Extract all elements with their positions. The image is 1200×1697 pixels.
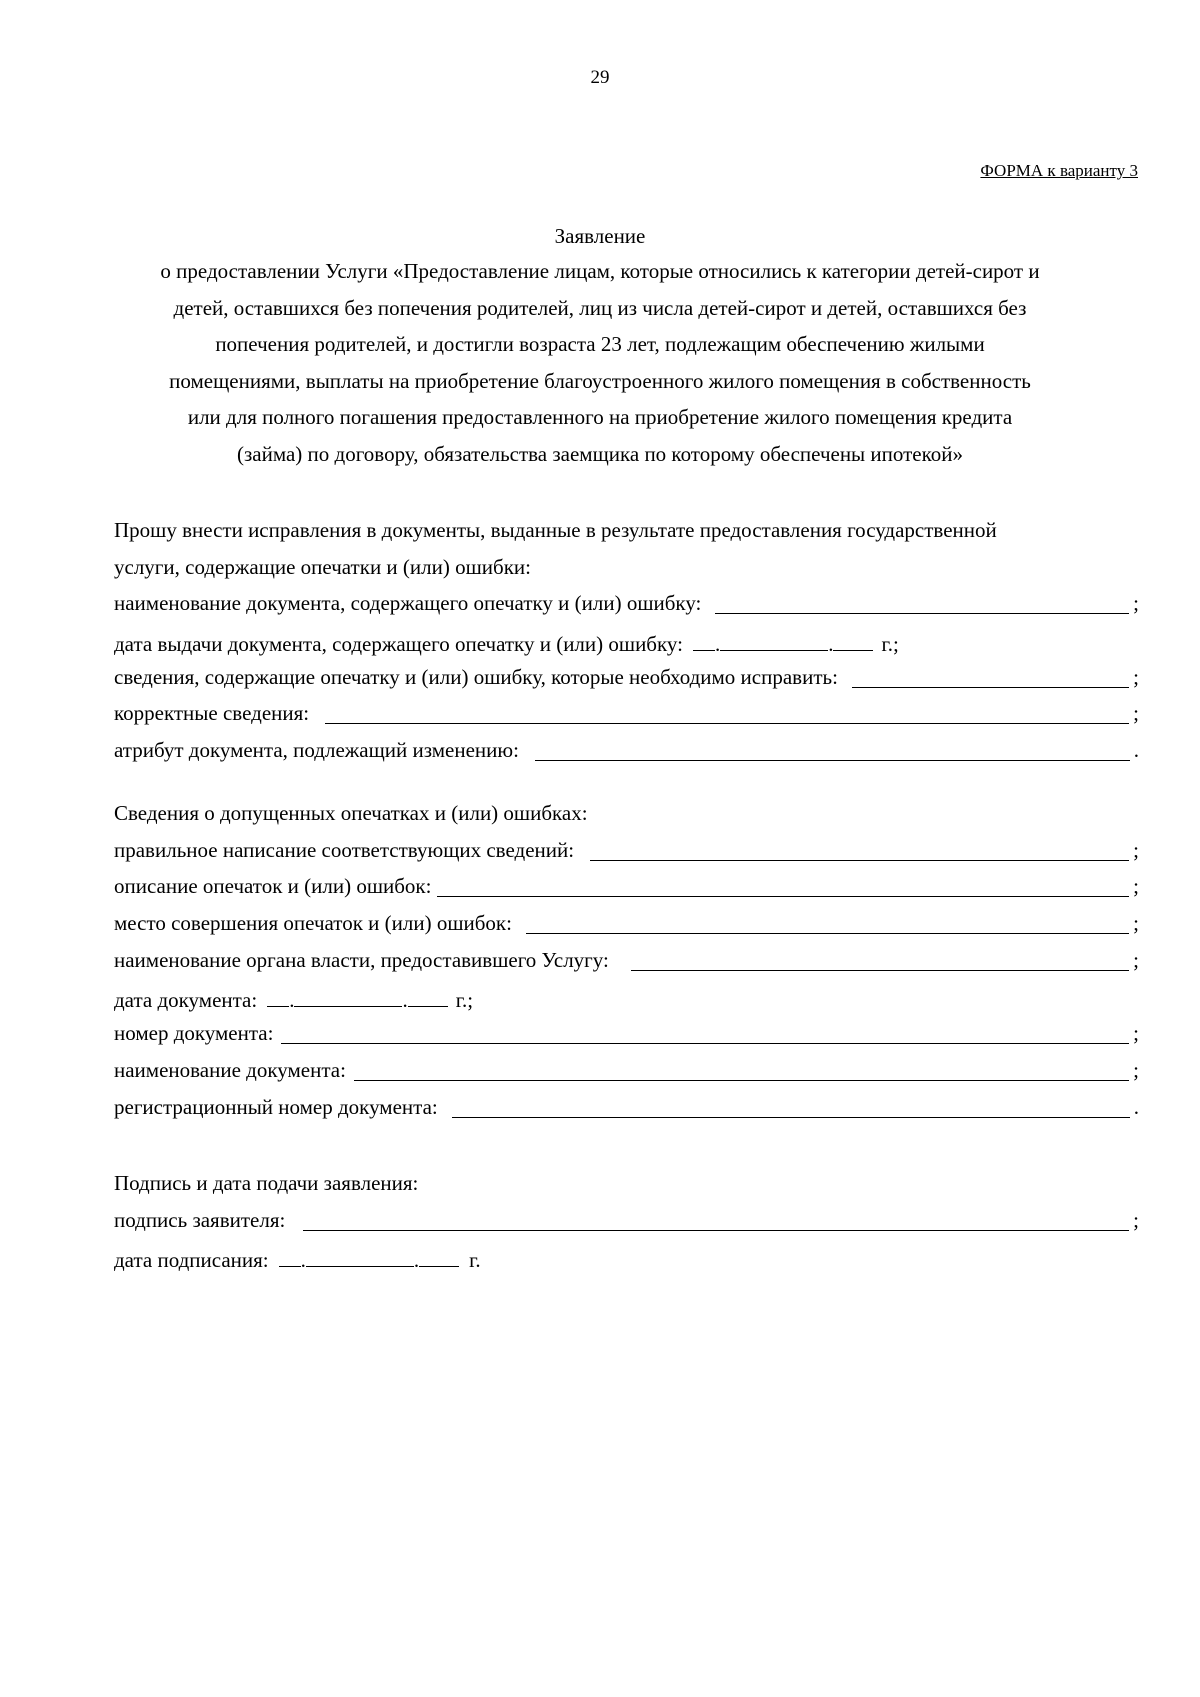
year-suffix: г.; [455, 988, 474, 1013]
info-to-fix-field[interactable] [852, 663, 1129, 688]
correct-spelling-field[interactable] [590, 836, 1129, 861]
semicolon: ; [1133, 701, 1139, 726]
reg-number-label: регистрационный номер документа: [114, 1094, 438, 1119]
year-suffix: г. [469, 1248, 481, 1273]
doc-number-label: номер документа: [114, 1021, 274, 1046]
semicolon: ; [1133, 1057, 1139, 1082]
issue-day-field[interactable] [693, 626, 715, 651]
dot: . [300, 1248, 306, 1273]
dot: . [828, 632, 834, 657]
sign-date-label: дата подписания: [114, 1248, 269, 1273]
doc-title-field[interactable] [354, 1056, 1129, 1081]
semicolon: ; [1133, 1021, 1139, 1046]
doc-title-label: наименование документа: [114, 1057, 346, 1082]
semicolon: ; [1133, 874, 1139, 899]
doc-name-label: наименование документа, содержащего опечатку и (или) ошибку: [114, 591, 702, 616]
issue-month-field[interactable] [720, 626, 828, 651]
subtitle-line: помещениями, выплаты на приобретение благоустроенного жилого помещения в собственность [169, 368, 1031, 393]
subtitle-line: попечения родителей, и достигли возраста 23 лет, подлежащим обеспечению жилыми [215, 332, 985, 356]
location-field[interactable] [526, 909, 1129, 934]
subtitle-line: или для полного погашения предоставленного на приобретение жилого помещения кредита [187, 405, 1013, 429]
applicant-signature-row [114, 1202, 1139, 1239]
request-section [114, 512, 1139, 769]
attribute-label: атрибут документа, подлежащий изменению: [114, 738, 519, 763]
correct-info-field[interactable] [325, 699, 1129, 724]
subtitle-line: о предоставлении Услуги «Предоставление лицам, которые относились к категории детей-сирот и [160, 259, 1040, 283]
errors-heading-row [114, 795, 1139, 832]
doc-number-field[interactable] [281, 1019, 1129, 1044]
dot: . [289, 988, 295, 1013]
signature-heading: Подпись и дата подачи заявления: [114, 1171, 419, 1195]
period: . [1133, 1094, 1139, 1119]
doc-month-field[interactable] [294, 982, 402, 1007]
signature-section [114, 1165, 1139, 1275]
document-title: Заявление [554, 224, 646, 248]
semicolon: ; [1133, 947, 1139, 972]
doc-day-field[interactable] [267, 982, 289, 1007]
applicant-signature-label: подпись заявителя: [114, 1207, 286, 1232]
issue-year-field[interactable] [833, 626, 873, 651]
signature-heading-row [114, 1165, 1139, 1202]
correct-info-label: корректные сведения: [114, 701, 310, 726]
errors-heading: Сведения о допущенных опечатках и (или) ошибках: [114, 801, 588, 825]
semicolon: ; [1133, 1207, 1139, 1232]
doc-name-field[interactable] [715, 589, 1129, 614]
year-suffix: г.; [881, 632, 899, 657]
description-label: описание опечаток и (или) ошибок: [114, 874, 432, 899]
semicolon: ; [1133, 837, 1139, 862]
errors-section [114, 795, 1139, 1125]
dot: . [714, 632, 721, 657]
correct-spelling-label: правильное написание соответствующих сведений: [114, 837, 575, 862]
doc-year-field[interactable] [408, 982, 448, 1007]
doc-name-row [114, 585, 1139, 622]
correct-info-row [114, 695, 1139, 732]
doc-number-row [114, 1015, 1139, 1052]
subtitle-line: детей, оставшихся без попечения родителей, лиц из числа детей-сирот и детей, оставшихся без [173, 295, 1027, 320]
page-number: 29 [590, 67, 610, 88]
request-intro-line [114, 512, 1139, 549]
doc-date-row [114, 978, 1139, 1015]
subtitle-line: (займа) по договору, обязательства заемщика по которому обеспечены ипотекой» [236, 441, 963, 466]
location-row [114, 905, 1139, 942]
authority-row [114, 942, 1139, 979]
reg-number-field[interactable] [452, 1093, 1130, 1118]
info-to-fix-row [114, 659, 1139, 696]
correct-spelling-row [114, 832, 1139, 869]
authority-field[interactable] [631, 946, 1129, 971]
doc-title-row [114, 1052, 1139, 1089]
reg-number-row [114, 1089, 1139, 1126]
applicant-signature-field[interactable] [303, 1206, 1129, 1231]
sign-year-field[interactable] [419, 1242, 459, 1267]
sign-day-field[interactable] [279, 1242, 301, 1267]
doc-date-label: дата документа: [114, 988, 258, 1013]
document-subtitle [100, 253, 1100, 472]
attribute-row [114, 732, 1139, 769]
description-row [114, 868, 1139, 905]
sign-month-field[interactable] [306, 1242, 414, 1267]
semicolon: ; [1133, 664, 1139, 689]
dot: . [413, 1248, 420, 1273]
period: . [1133, 738, 1139, 763]
attribute-field[interactable] [535, 736, 1130, 761]
authority-label: наименование органа власти, предоставившего Услугу: [114, 947, 609, 972]
location-label: место совершения опечаток и (или) ошибок: [114, 911, 512, 936]
info-to-fix-label: сведения, содержащие опечатку и (или) ошибку, которые необходимо исправить: [114, 664, 838, 689]
request-intro-text: Прошу внести исправления в документы, выданные в результате предоставления государственной [114, 518, 997, 542]
description-field[interactable] [437, 872, 1129, 897]
sign-date-row [114, 1238, 1139, 1275]
issue-date-label: дата выдачи документа, содержащего опечатку и (или) ошибку: [114, 632, 683, 657]
request-intro-text: услуги, содержащие опечатки и (или) ошибки: [114, 554, 531, 579]
semicolon: ; [1133, 911, 1139, 936]
request-intro-line [114, 549, 1139, 586]
dot: . [402, 988, 408, 1013]
issue-date-row [114, 622, 1139, 659]
semicolon: ; [1133, 591, 1139, 616]
form-reference: ФОРМА к варианту 3 [980, 161, 1138, 180]
